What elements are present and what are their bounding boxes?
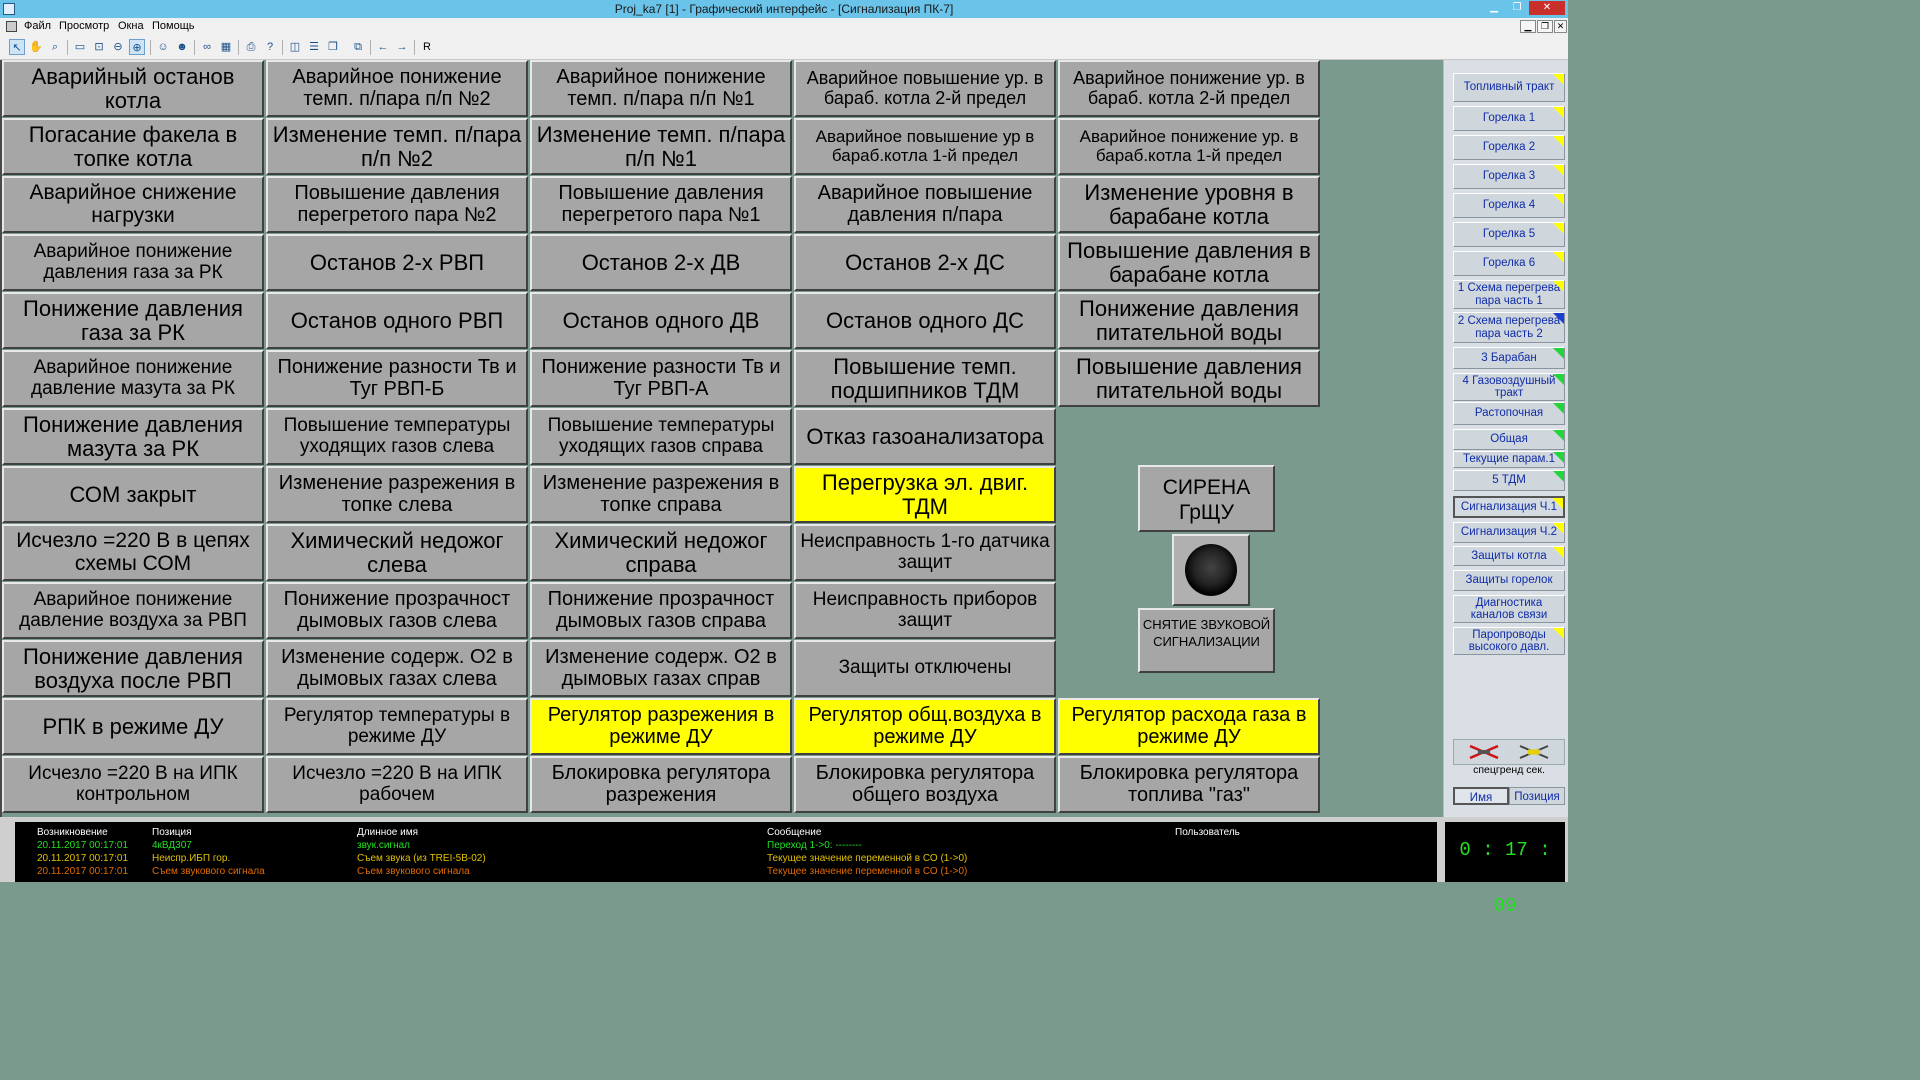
zoom-out-icon[interactable]: ⊖ xyxy=(113,41,123,53)
alarm-tile[interactable]: Регулятор температуры в режиме ДУ xyxy=(266,698,528,755)
log-cell-message: Переход 1->0: -------- xyxy=(767,840,862,851)
log-cell-long-name: Съем звукового сигнала xyxy=(357,866,470,877)
event-log[interactable] xyxy=(15,822,1437,882)
alarm-tile[interactable]: Исчезло =220 В в цепях схемы СОМ xyxy=(2,524,264,581)
alarm-tile[interactable]: Останов 2-х РВП xyxy=(266,234,528,291)
alarm-tile[interactable]: Останов одного ДВ xyxy=(530,292,792,349)
zoom-fit-icon[interactable]: ⊡ xyxy=(94,41,104,53)
alarm-tile[interactable]: Блокировка регулятора разрежения xyxy=(530,756,792,813)
print-icon[interactable]: ⎙ xyxy=(246,41,256,53)
status-flag-icon xyxy=(1553,223,1564,234)
zoom-in-icon[interactable]: ⊕ xyxy=(129,39,145,55)
navigation-panel xyxy=(1443,60,1568,817)
log-cell-long-name: Съем звука (из TREI-5B-02) xyxy=(357,853,486,864)
nav-item[interactable] xyxy=(1453,373,1565,401)
menu-file[interactable]: Файл xyxy=(24,20,52,32)
mdi-close-button[interactable]: ✕ xyxy=(1554,20,1567,33)
log-cell-position: 4кВД307 xyxy=(152,840,192,851)
alarm-tile[interactable]: Понижение давления воздуха после РВП xyxy=(2,640,264,697)
window-list-icon[interactable]: ⧉ xyxy=(354,41,362,53)
alarm-tile[interactable]: Химический недожог справа xyxy=(530,524,792,581)
nav-item[interactable] xyxy=(1453,595,1565,623)
alarm-tile[interactable]: Повышение давления перегретого пара №1 xyxy=(530,176,792,233)
log-cell-time: 20.11.2017 00:17:01 xyxy=(37,840,129,851)
alarm-tile[interactable]: Повышение темп. подшипников ТДМ xyxy=(794,350,1056,407)
cascade-icon[interactable]: ❐ xyxy=(328,41,338,53)
menu-view[interactable]: Просмотр xyxy=(59,20,110,32)
status-flag-icon xyxy=(1553,471,1564,482)
nav-item[interactable] xyxy=(1453,522,1565,543)
red-cross-icon[interactable] xyxy=(1464,743,1504,761)
status-flag-icon xyxy=(1553,374,1564,385)
alarm-tile[interactable]: Изменение темп. п/пара п/п №1 xyxy=(530,118,792,175)
alarm-tile[interactable]: Повышение температуры уходящих газов слева xyxy=(266,408,528,465)
nav-item[interactable] xyxy=(1453,312,1565,343)
nav-item-label: Текущие парам.1 xyxy=(1462,453,1556,466)
users-icon[interactable]: ☺ xyxy=(157,41,169,53)
tab-position[interactable]: Позиция xyxy=(1509,787,1565,805)
nav-item-label: 2 Схема перегрева пара часть 2 xyxy=(1457,315,1561,340)
nav-item[interactable] xyxy=(1453,347,1565,369)
log-header-user: Пользователь xyxy=(1175,827,1240,838)
status-flag-icon xyxy=(1553,136,1564,147)
status-flag-icon xyxy=(1553,74,1564,85)
special-label: спецгренд сек. xyxy=(1473,764,1545,776)
restore-button[interactable]: ❐ xyxy=(1512,2,1522,13)
log-cell-position: Съем звукового сигнала xyxy=(152,866,265,877)
status-flag-icon xyxy=(1553,165,1564,176)
log-cell-long-name: звук.сигнал xyxy=(357,840,410,851)
log-cell-message: Текущее значение переменной в СО (1->0) xyxy=(767,866,968,877)
status-flag-icon xyxy=(1553,523,1564,534)
nav-item[interactable] xyxy=(1453,546,1565,566)
alarm-tile[interactable]: Аварийное повышение ур. в бараб. котла 2-й предел xyxy=(794,60,1056,117)
alarm-tile[interactable]: Аварийное повышение давления п/пара xyxy=(794,176,1056,233)
pointer-icon[interactable]: ↖ xyxy=(9,39,25,55)
alarm-tile[interactable]: Блокировка регулятора общего воздуха xyxy=(794,756,1056,813)
alarm-tile[interactable]: Погасание факела в топке котла xyxy=(2,118,264,175)
nav-item-label: Защиты котла xyxy=(1471,549,1547,562)
alarm-tile[interactable]: СОМ закрыт xyxy=(2,466,264,523)
forward-arrow-icon[interactable]: → xyxy=(396,41,408,53)
alarm-tile[interactable]: Аварийное понижение давление воздуха за РВП xyxy=(2,582,264,639)
alarm-tile[interactable]: Изменение содерж. О2 в дымовых газах слева xyxy=(266,640,528,697)
nav-item-label: Горелка 3 xyxy=(1482,170,1536,183)
nav-item[interactable] xyxy=(1453,429,1565,450)
status-flag-icon xyxy=(1553,547,1564,558)
alarm-tile[interactable]: Аварийное понижение давление мазута за РК xyxy=(2,350,264,407)
alarm-tile[interactable]: Повышение температуры уходящих газов справа xyxy=(530,408,792,465)
nav-item-label: Общая xyxy=(1490,433,1528,446)
menu-bar xyxy=(0,18,1568,36)
alarm-tile[interactable]: Защиты отключены xyxy=(794,640,1056,697)
status-flag-icon xyxy=(1552,498,1563,509)
alarm-tile[interactable]: Повышение давления питательной воды xyxy=(1058,350,1320,407)
alarm-tile[interactable]: Понижение прозрачност дымовых газов слева xyxy=(266,582,528,639)
tile-horizontal-icon[interactable]: ☰ xyxy=(309,41,319,53)
status-flag-icon xyxy=(1553,628,1564,639)
alarm-tile[interactable]: Блокировка регулятора топлива "газ" xyxy=(1058,756,1320,813)
nav-item-label: Растопочная xyxy=(1474,407,1544,420)
toolbar xyxy=(0,36,1568,60)
alarm-tile[interactable]: Останов 2-х ДС xyxy=(794,234,1056,291)
alarm-tile[interactable]: Исчезло =220 В на ИПК рабочем xyxy=(266,756,528,813)
alarm-tile[interactable]: Неисправность 1-го датчика защит xyxy=(794,524,1056,581)
alarm-tile[interactable]: Аварийное понижение давления газа за РК xyxy=(2,234,264,291)
log-cell-time: 20.11.2017 00:17:01 xyxy=(37,853,129,864)
special-icons xyxy=(1453,739,1565,765)
alarm-tile[interactable]: Аварийное понижение ур. в бараб. котла 2-й предел xyxy=(1058,60,1320,117)
log-header-time: Возникновение xyxy=(37,827,108,838)
alarm-tile[interactable]: Отказ газоанализатора xyxy=(794,408,1056,465)
log-header-position: Позиция xyxy=(152,827,192,838)
nav-item-label: Горелка 1 xyxy=(1482,112,1536,125)
log-cell-message: Текущее значение переменной в СО (1->0) xyxy=(767,853,968,864)
alarm-tile[interactable]: Регулятор расхода газа в режиме ДУ xyxy=(1058,698,1320,755)
alarm-tile[interactable]: Химический недожог слева xyxy=(266,524,528,581)
alarm-tile[interactable]: Повышение давления перегретого пара №2 xyxy=(266,176,528,233)
alarm-tile[interactable]: Повышение давления в барабане котла xyxy=(1058,234,1320,291)
alarm-tile[interactable]: Аварийное понижение темп. п/пара п/п №1 xyxy=(530,60,792,117)
alarm-tile[interactable]: Аварийное понижение ур. в бараб.котла 1-й предел xyxy=(1058,118,1320,175)
nav-item[interactable] xyxy=(1453,106,1565,131)
nav-item[interactable] xyxy=(1453,402,1565,425)
nav-item[interactable] xyxy=(1453,627,1565,655)
log-header-long-name: Длинное имя xyxy=(357,827,419,838)
knob-icon[interactable] xyxy=(1185,544,1237,596)
nav-item[interactable] xyxy=(1453,135,1565,160)
nav-item[interactable] xyxy=(1453,496,1565,518)
alarm-tile[interactable]: Перегрузка эл. двиг. ТДМ xyxy=(794,466,1056,523)
status-flag-icon xyxy=(1553,348,1564,359)
status-flag-icon xyxy=(1553,194,1564,205)
status-flag-icon xyxy=(1553,430,1564,441)
nav-item-label: Горелка 2 xyxy=(1482,141,1536,154)
nav-item[interactable] xyxy=(1453,222,1565,247)
nav-item[interactable] xyxy=(1453,451,1565,468)
alarm-tile[interactable]: Изменение разрежения в топке справа xyxy=(530,466,792,523)
title-bar xyxy=(0,0,1568,18)
alarm-tile[interactable]: Понижение прозрачност дымовых газов справа xyxy=(530,582,792,639)
nav-item-label: Сигнализация Ч.1 xyxy=(1460,500,1558,513)
siren-reset-label: СНЯТИЕ ЗВУКОВОЙ СИГНАЛИЗАЦИИ xyxy=(1138,608,1275,673)
alarm-grid xyxy=(2,60,1324,815)
back-arrow-icon[interactable]: ← xyxy=(377,41,389,53)
nav-item[interactable] xyxy=(1453,193,1565,218)
clock: 0 : 17 : 09 xyxy=(1445,822,1565,882)
window-title: Proj_ka7 [1] - Графический интерфейс - [Сигнализация ПК-7] xyxy=(614,2,954,16)
siren-panel: СИРЕНА ГрЩУ xyxy=(1138,465,1275,532)
calculator-icon[interactable]: ▦ xyxy=(220,41,232,53)
tab-name[interactable]: Имя xyxy=(1453,787,1509,805)
status-flag-icon xyxy=(1553,281,1564,292)
status-flag-icon xyxy=(1553,452,1564,463)
alarm-tile[interactable]: Регулятор общ.воздуха в режиме ДУ xyxy=(794,698,1056,755)
alarm-tile[interactable]: Изменение темп. п/пара п/п №2 xyxy=(266,118,528,175)
r-button[interactable]: R xyxy=(423,41,431,53)
alarm-tile[interactable]: Изменение разрежения в топке слева xyxy=(266,466,528,523)
status-flag-icon xyxy=(1553,313,1564,324)
menu-windows[interactable]: Окна xyxy=(118,20,144,32)
log-header-message: Сообщение xyxy=(767,827,822,838)
alarm-tile[interactable]: Понижение давления мазута за РК xyxy=(2,408,264,465)
nav-item-label: Топливный тракт xyxy=(1463,81,1555,94)
alarm-tile[interactable]: Аварийное понижение темп. п/пара п/п №2 xyxy=(266,60,528,117)
help-icon[interactable]: ? xyxy=(266,41,274,53)
alarm-tile[interactable]: Изменение уровня в барабане котла xyxy=(1058,176,1320,233)
alarm-tile[interactable]: Неисправность приборов защит xyxy=(794,582,1056,639)
alarm-tile[interactable]: Исчезло =220 В на ИПК контрольном xyxy=(2,756,264,813)
siren-reset-knob[interactable] xyxy=(1172,534,1250,606)
nav-item-label: Диагностика каналов связи xyxy=(1470,596,1548,621)
alarm-tile[interactable]: Понижение разности Тв и Туг РВП-А xyxy=(530,350,792,407)
alarm-tile[interactable]: Останов 2-х ДВ xyxy=(530,234,792,291)
nav-item-label: Горелка 5 xyxy=(1482,228,1536,241)
alarm-tile[interactable]: Понижение давления питательной воды xyxy=(1058,292,1320,349)
status-flag-icon xyxy=(1553,403,1564,414)
log-cell-position: Неиспр.ИБП гор. xyxy=(152,853,231,864)
hand-icon[interactable]: ✋ xyxy=(29,41,43,53)
nav-item[interactable] xyxy=(1453,164,1565,189)
nav-item[interactable] xyxy=(1453,570,1565,591)
close-button[interactable]: ✕ xyxy=(1529,1,1565,15)
nav-item-label: 5 ТДМ xyxy=(1492,474,1526,487)
alarm-tile[interactable]: Регулятор разрежения в режиме ДУ xyxy=(530,698,792,755)
mdi-restore-button[interactable]: ❐ xyxy=(1537,20,1553,33)
yellow-cross-icon[interactable] xyxy=(1514,743,1554,761)
alarm-tile[interactable]: Понижение давления газа за РК xyxy=(2,292,264,349)
nav-item[interactable] xyxy=(1453,73,1565,102)
list-tabs xyxy=(1453,787,1565,805)
zoom-actual-icon[interactable]: ▭ xyxy=(74,41,86,53)
alarm-tile[interactable]: Аварийный останов котла xyxy=(2,60,264,117)
nav-item-label: Паропроводы высокого давл. xyxy=(1468,628,1550,653)
alarm-tile[interactable]: Останов одного ДС xyxy=(794,292,1056,349)
document-icon[interactable] xyxy=(6,21,17,32)
nav-item[interactable] xyxy=(1453,280,1565,309)
status-flag-icon xyxy=(1553,252,1564,263)
alarm-tile[interactable]: Аварийное снижение нагрузки xyxy=(2,176,264,233)
status-flag-icon xyxy=(1553,107,1564,118)
tile-vertical-icon[interactable]: ◫ xyxy=(289,41,301,53)
log-cell-time: 20.11.2017 00:17:01 xyxy=(37,866,129,877)
nav-item-label: 1 Схема перегрева пара часть 1 xyxy=(1457,282,1561,307)
binoculars-icon[interactable]: ∞ xyxy=(203,41,211,53)
user-settings-icon[interactable]: ☻ xyxy=(176,41,188,53)
nav-item-label: 3 Барабан xyxy=(1481,351,1537,364)
alarm-tile[interactable]: РПК в режиме ДУ xyxy=(2,698,264,755)
nav-item-label: Горелка 4 xyxy=(1482,199,1536,212)
mdi-minimize-button[interactable]: ▁ xyxy=(1520,20,1536,33)
minimize-button[interactable]: ▁ xyxy=(1490,2,1498,13)
nav-item[interactable] xyxy=(1453,251,1565,276)
alarm-tile[interactable]: Понижение разности Тв и Туг РВП-Б xyxy=(266,350,528,407)
alarm-tile[interactable]: Останов одного РВП xyxy=(266,292,528,349)
menu-help[interactable]: Помощь xyxy=(152,20,195,32)
nav-item-label: Защиты горелок xyxy=(1465,574,1553,587)
nav-item-label: 4 Газовоздушный тракт xyxy=(1462,374,1556,399)
alarm-tile[interactable]: Изменение содерж. О2 в дымовых газах справ xyxy=(530,640,792,697)
nav-item[interactable] xyxy=(1453,470,1565,491)
nav-item-label: Горелка 6 xyxy=(1482,257,1536,270)
magnifier-icon[interactable]: ⌕ xyxy=(51,41,59,53)
alarm-tile[interactable]: Аварийное повышение ур в бараб.котла 1-й предел xyxy=(794,118,1056,175)
nav-item-label: Сигнализация Ч.2 xyxy=(1460,526,1558,539)
